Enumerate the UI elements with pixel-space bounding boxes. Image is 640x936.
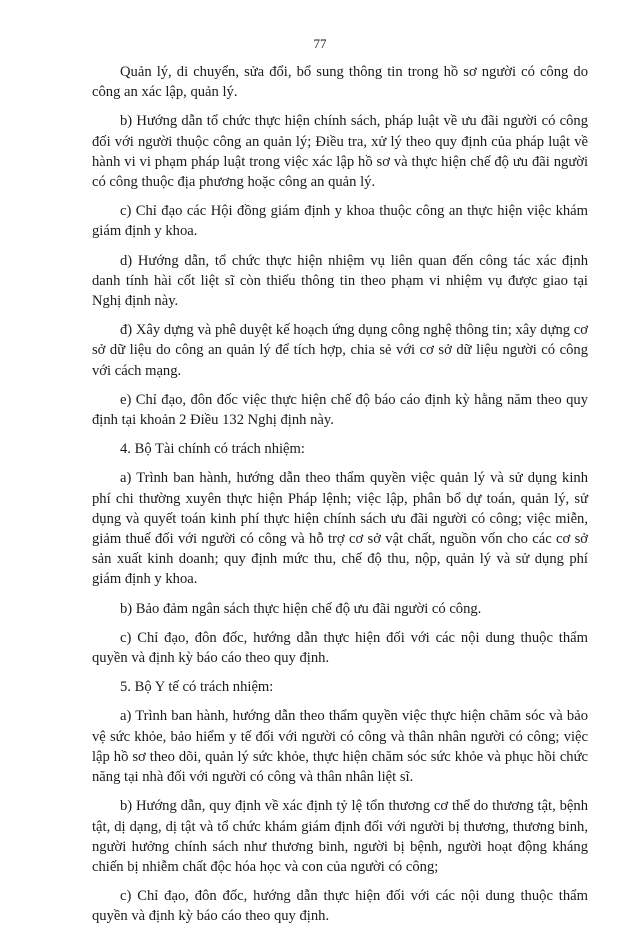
document-body bbox=[92, 62, 588, 936]
paragraph-item-c-health: c) Chỉ đạo, đôn đốc, hướng dẫn thực hiện đối với các nội dung thuộc thẩm quyền và định kỳ báo cáo theo quy định. bbox=[92, 888, 588, 925]
paragraph-item-e-police: e) Chỉ đạo, đôn đốc việc thực hiện chế độ báo cáo định kỳ hằng năm theo quy định tại khoản 2 Điều 132 Nghị định này. bbox=[92, 391, 588, 429]
paragraph-item-b-finance: b) Bảo đảm ngân sách thực hiện chế độ ưu đãi người có công. bbox=[120, 600, 482, 617]
section-heading-ministry-of-health: 5. Bộ Y tế có trách nhiệm: bbox=[120, 679, 274, 696]
paragraph-item-d-police: d) Hướng dẫn, tổ chức thực hiện nhiệm vụ liên quan đến công tác xác định danh tính hài cốt liệt sĩ còn thiếu thông tin theo phạm vi nhiệm vụ được giao tại Nghị định này. bbox=[92, 252, 588, 310]
paragraph-item-c-police: c) Chỉ đạo các Hội đồng giám định y khoa thuộc công an thực hiện việc khám giám định y khoa. bbox=[92, 203, 588, 240]
paragraph-item-b-police: b) Hướng dẫn tổ chức thực hiện chính sách, pháp luật về ưu đãi người có công đối với người thuộc công an quản lý; Điều tra, xử lý theo quy định của pháp luật về hành vi vi phạm pháp luật trong việc xác lập hồ sơ và thực hiện chế độ ưu đãi người có công thuộc địa phương hoặc công an quản lý. bbox=[92, 113, 588, 191]
paragraph-item-a-health: a) Trình ban hành, hướng dẫn theo thẩm quyền việc thực hiện chăm sóc và bảo vệ sức khỏe, bảo hiểm y tế đối với người có công và thân nhân người có công; việc lập hồ sơ theo dõi, quản lý sức khỏe, thực hiện chăm sóc sức khỏe và phục hồi chức năng tại nhà đối với người có công và thân nhân liệt sĩ. bbox=[92, 708, 588, 786]
paragraph-continuation: Quản lý, di chuyển, sửa đổi, bổ sung thông tin trong hồ sơ người có công do công an xác lập, quản lý. bbox=[92, 64, 588, 101]
paragraph-item-b-health: b) Hướng dẫn, quy định về xác định tỷ lệ tổn thương cơ thể do thương tật, bệnh tật, dị dạng, dị tật và tổ chức khám giám định đối với người bị thương, thương binh, người hưởng chính sách như thương binh, người bị bệnh, người hoạt động kháng chiến bị nhiễm chất độc hóa học và con của người có công; bbox=[92, 798, 588, 875]
page-number: 77 bbox=[313, 36, 327, 51]
section-heading-ministry-of-finance: 4. Bộ Tài chính có trách nhiệm: bbox=[120, 441, 305, 458]
paragraph-item-c-finance: c) Chỉ đạo, đôn đốc, hướng dẫn thực hiện đối với các nội dung thuộc thẩm quyền và định kỳ báo cáo theo quy định. bbox=[92, 629, 588, 667]
paragraph-item-dd-police: đ) Xây dựng và phê duyệt kế hoạch ứng dụng công nghệ thông tin; xây dựng cơ sở dữ liệu do công an quản lý để tích hợp, chia sẻ với cơ sở dữ liệu người có công với cách mạng. bbox=[92, 322, 588, 379]
paragraph-item-a-finance: a) Trình ban hành, hướng dẫn theo thẩm quyền việc quản lý và sử dụng kinh phí chi thường xuyên thực hiện Pháp lệnh; việc lập, phân bổ dự toán, quản lý, sử dụng và quyết toán kinh phí thực hiện chính sách ưu đãi người có công; việc miễn, giảm thuế đối với người có công và hỗ trợ cơ sở vật chất, nguồn vốn cho các cơ sở sản xuất kinh doanh; quy định mức thu, chế độ thu, nộp, quản lý và sử dụng phí giám định y khoa. bbox=[92, 470, 588, 588]
